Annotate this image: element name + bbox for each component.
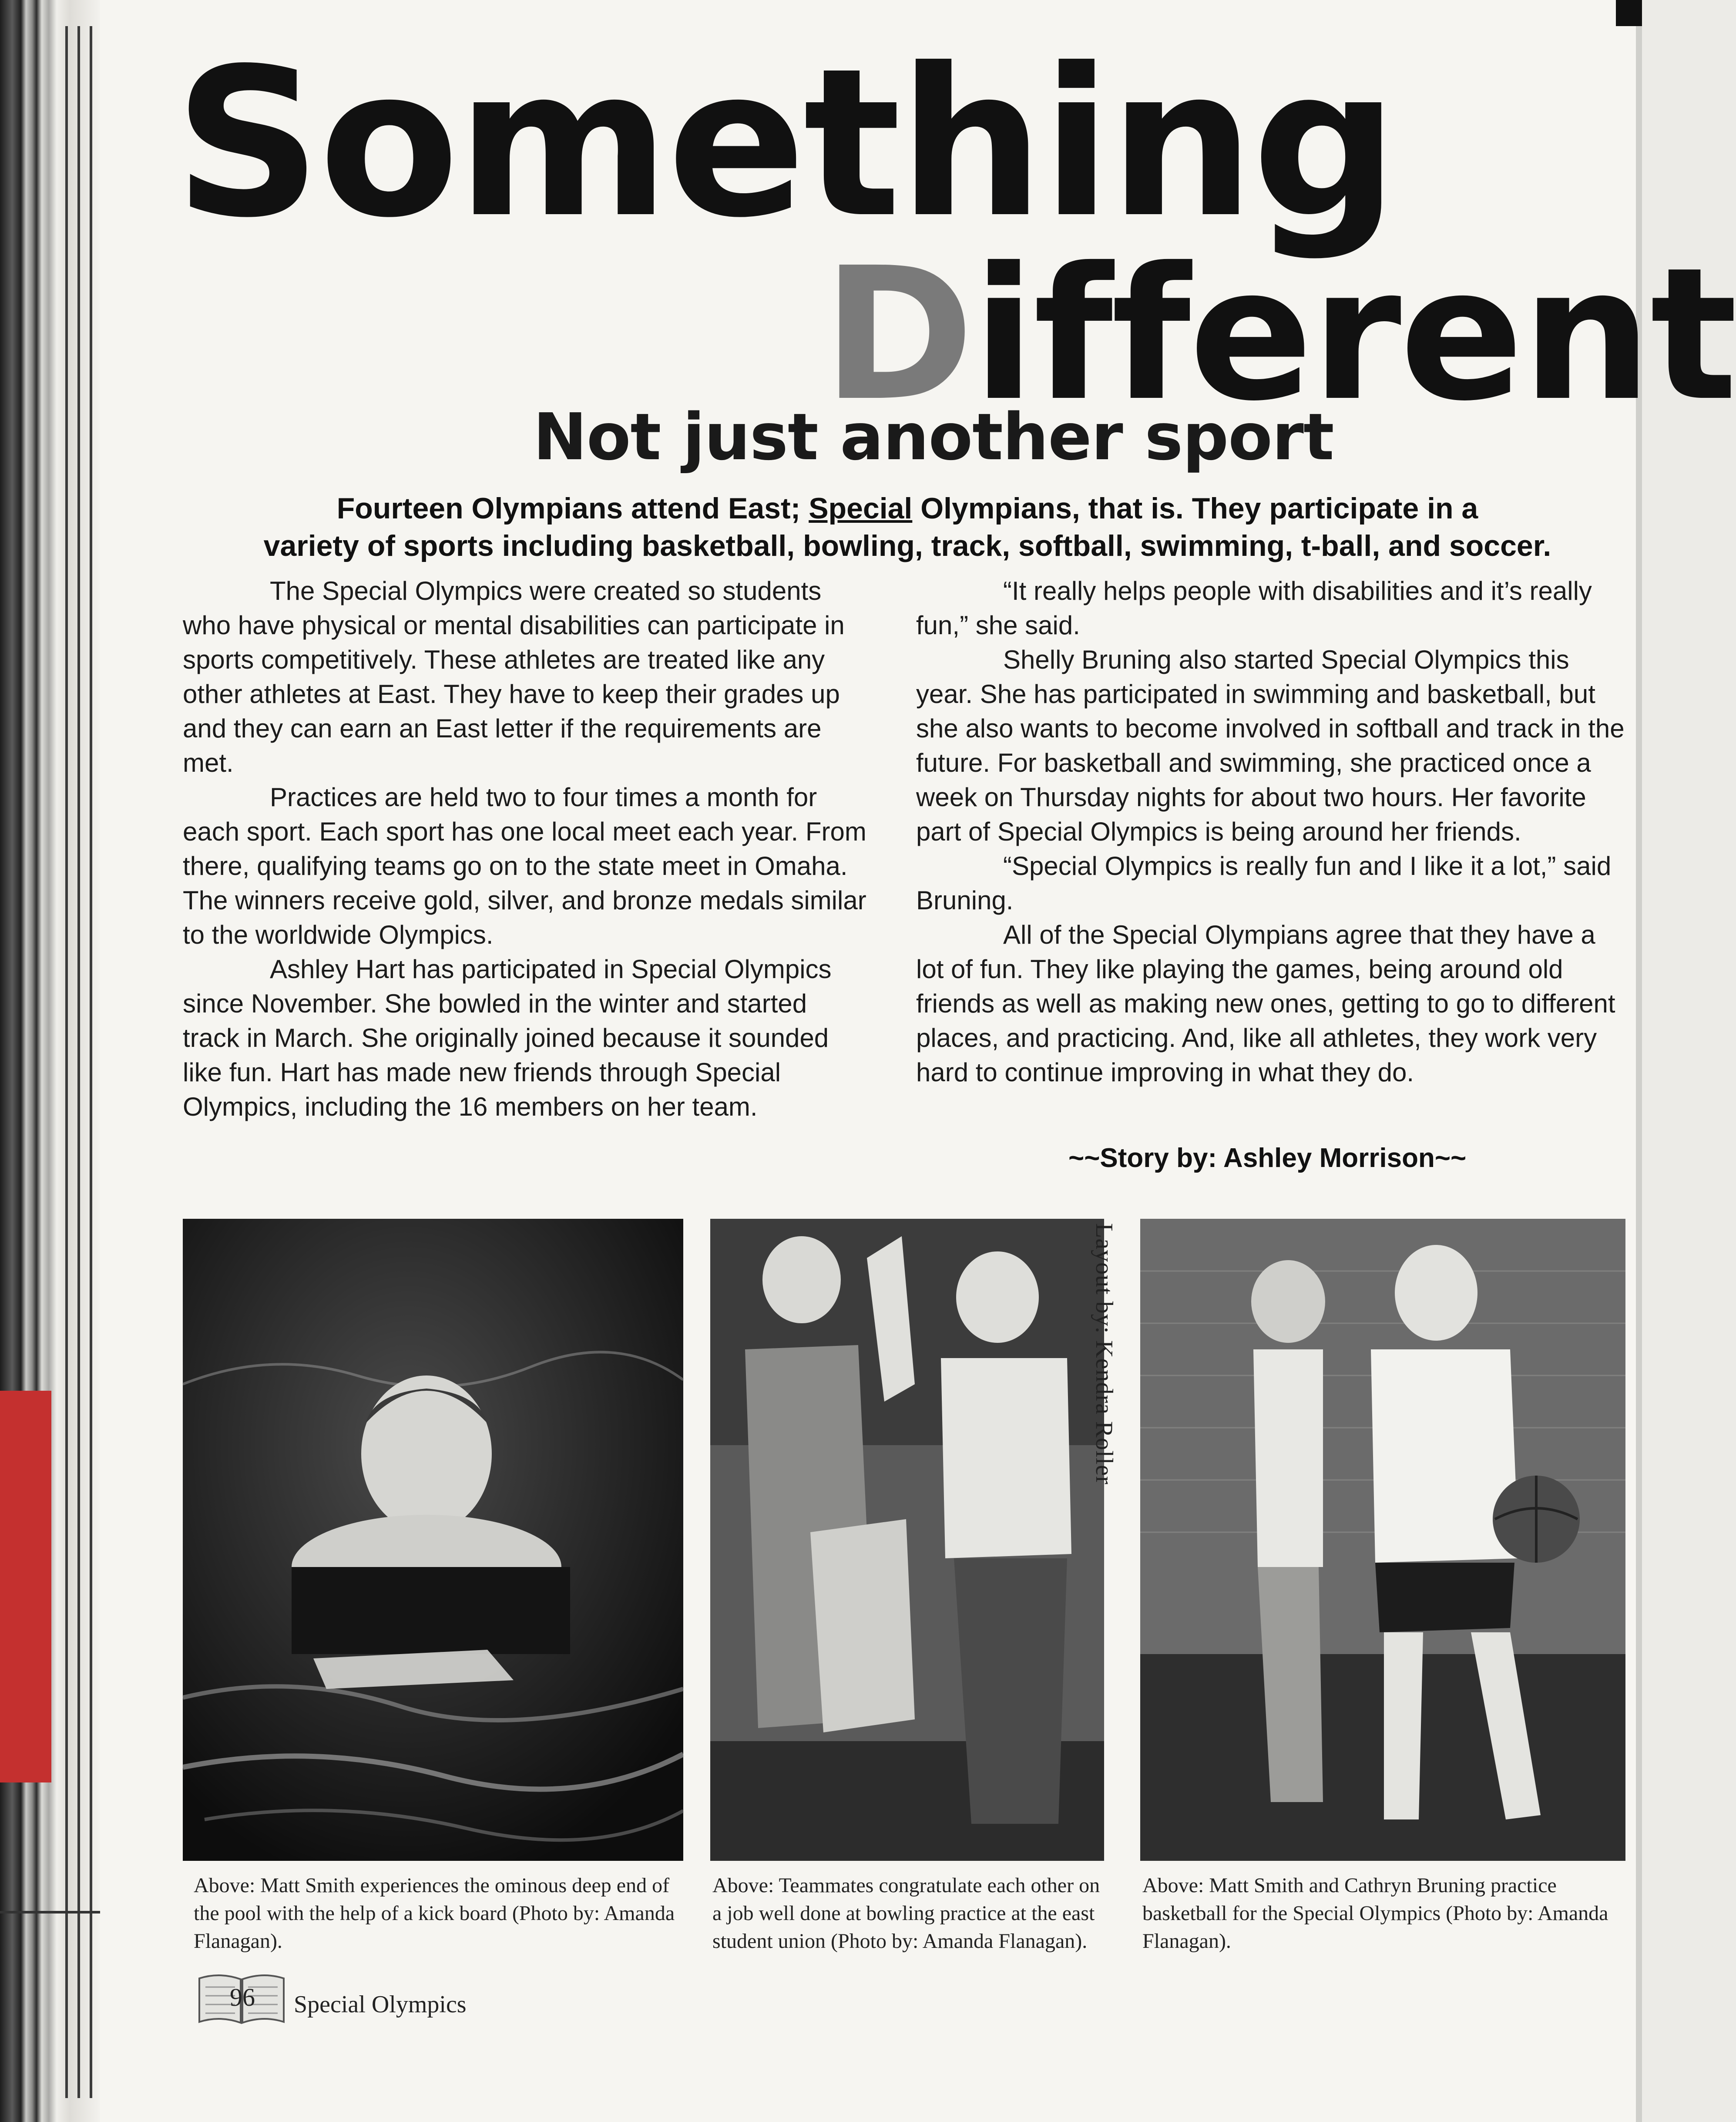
page-corner — [1616, 0, 1642, 26]
photo-caption: Above: Matt Smith and Cathryn Bruning practice basketball for the Special Olympics (Photo by: Amanda Flanagan). — [1142, 1874, 1608, 1953]
story-paragraph: Practices are held two to four times a month for each sport. Each sport has one local meet each year. From there, qualifying teams go on to the state meet in Omaha. The winners receive gold, silver, and bronze medals similar to the worldwide Olympics. — [183, 783, 866, 949]
story-paragraph: “It really helps people with disabilities and it’s really fun,” she said. — [916, 576, 1592, 640]
story-byline: ~~Story by: Ashley Morrison~~ — [1068, 1143, 1467, 1173]
story-paragraph: The Special Olympics were created so students who have physical or mental disabilities can participate in sports competitively. These athletes are treated like any other athletes at East. They have to keep their grades up and they can earn an East letter if the requirements are met. — [183, 576, 845, 777]
story-paragraph: Shelly Bruning also started Special Olympics this year. She has participated in swimming and basketball, but she also wants to become involved in softball and track in the future. For basketball and swimming, she practiced once a week on Thursday nights for about two hours. Her favorite part of Special Olympics is being around her friends. — [916, 645, 1625, 846]
spine-rule — [65, 26, 68, 2098]
story-paragraph: “Special Olympics is really fun and I like it a lot,” said Bruning. — [916, 851, 1612, 915]
story-paragraph: All of the Special Olympians agree that they have a lot of fun. They like playing the games, being around old friends as well as making new ones, getting to go to different places, and practicing. And, like all athletes, they work very hard to continue improving in what they do. — [916, 920, 1615, 1087]
photo-caption: Above: Teammates congratulate each other on a job well done at bowling practice at the east student union (Photo by: Amanda Flanagan). — [712, 1874, 1100, 1953]
intro-deck — [183, 490, 1632, 565]
headline-different: Different — [823, 229, 1736, 441]
photo-caption: Above: Matt Smith experiences the ominous deep end of the pool with the help of a kick board (Photo by: Amanda Flanagan). — [194, 1874, 675, 1953]
headline-something: Something — [174, 24, 1396, 262]
book-spine — [0, 0, 100, 2122]
intro-underlined-word: Special — [809, 492, 913, 525]
layout-credit: Layout by: Kendra Roller — [1091, 1223, 1118, 1485]
story-column-left — [183, 574, 870, 1124]
story-paragraph: Ashley Hart has participated in Special Olympics since November. She bowled in the winter and started track in March. She originally joined because it sounded like fun. Hart has made new friends through Special Olympics, including the 16 members on her team. — [183, 955, 832, 1121]
spine-rule — [90, 26, 92, 2098]
photo-swimmer — [183, 1219, 683, 1861]
red-section-tab — [0, 1391, 51, 1782]
intro-line2: variety of sports including basketball, bowling, track, softball, swimming, t-ball, and soccer. — [263, 529, 1551, 562]
photo-basketball — [1140, 1219, 1625, 1861]
section-label: Special Olympics — [294, 1991, 467, 2018]
subheadline: Not just another sport — [533, 400, 1334, 474]
page-number: 96 — [230, 1983, 255, 2011]
photo-high-five — [710, 1219, 1104, 1861]
spine-rule — [77, 26, 80, 2098]
story-column-right — [916, 574, 1630, 1090]
tab-divider — [0, 1911, 100, 1913]
intro-line1-start: Fourteen Olympians attend East; — [336, 492, 809, 525]
intro-line1-end: Olympians, that is. They participate in a — [912, 492, 1478, 525]
